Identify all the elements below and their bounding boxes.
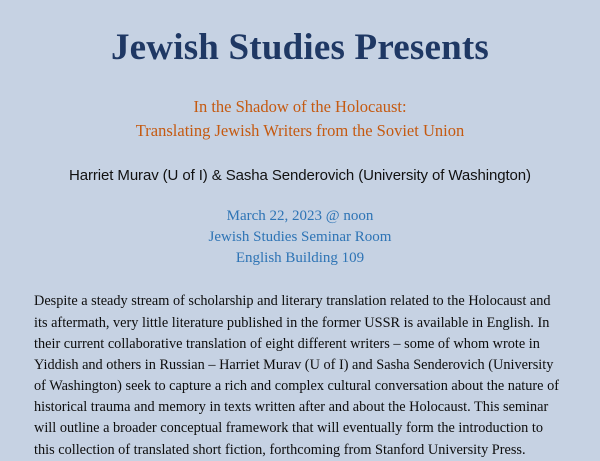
event-details [22,184,578,270]
event-abstract: Despite a steady stream of scholarship and literary translation related to the Holocaust and its aftermath, very little literature published in the former USSR is available in English. In their current collaborative translation of eight different writers – some of whom wrote in Yiddish and others in Russian – Harriet Murav (U of I) and Sasha Senderovich (University of Washington) seek to capture a rich and complex cultural conversation about the nature of historical trauma and memory in texts written after and about the Holocaust. This seminar will outline a broader conceptual framework that will eventually form the introduction to this collection of translated short fiction, forthcoming from Stanford University Press. [34,293,560,458]
event-subtitle-line-2: Translating Jewish Writers from the Soviet Union [135,120,465,140]
presenters-line: Harriet Murav (U of I) & Sasha Senderovich (University of Washington) [69,166,531,184]
event-building: English Building 109 [235,250,365,267]
event-subtitle [22,69,578,143]
event-subtitle-line-1: In the Shadow of the Holocaust: [193,96,407,116]
event-date-time: March 22, 2023 @ noon [226,207,374,224]
page-title: Jewish Studies Presents [110,27,490,68]
event-room: Jewish Studies Seminar Room [208,228,392,245]
